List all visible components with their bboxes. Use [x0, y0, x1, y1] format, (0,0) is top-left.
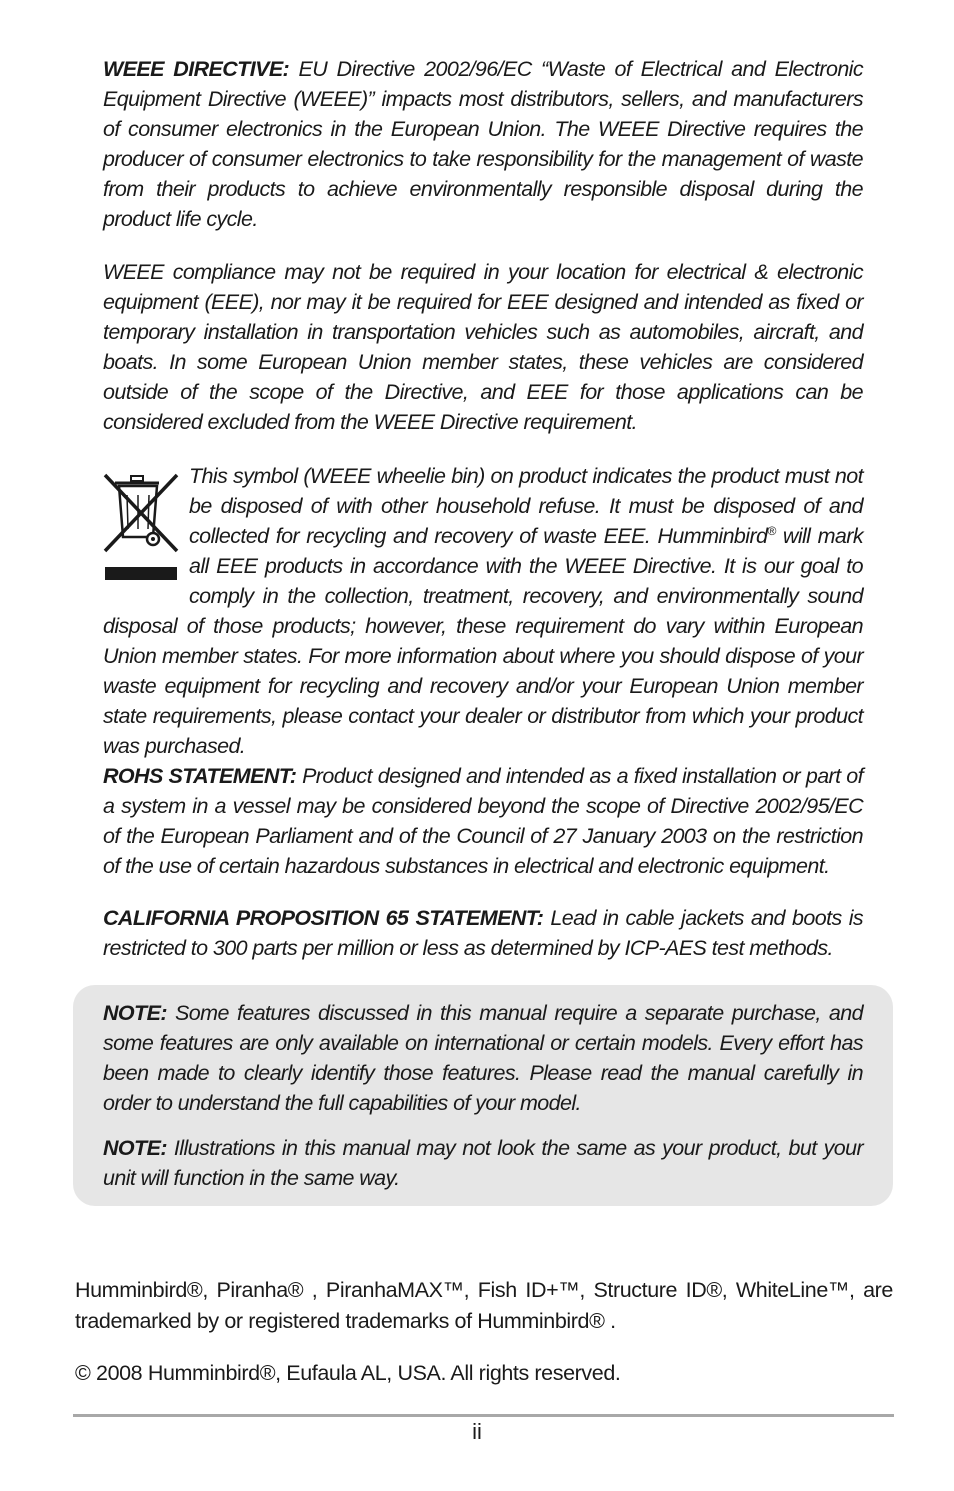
- rohs-statement-text: Product designed and intended as a fixed installation or part of a system in a vessel may be considered beyond the scope of Directive 2002/95/EC of the European Parliament and of the Council of 27 January 2003 on the restriction of the use of certain hazardous substances in electrical and electronic equipment.: [103, 764, 863, 878]
- weee-compliance-paragraph: [103, 257, 863, 437]
- rohs-statement-label: ROHS STATEMENT:: [103, 764, 297, 788]
- weee-directive-text: EU Directive 2002/96/EC “Waste of Electrical and Electronic Equipment Directive (WEEE)” impacts most distributors, sellers, and manufacturers of consumer electronics in the European Union. The WEEE Directive requires the producer of consumer electronics to take responsibility for the management of waste from their products to achieve environmentally responsible disposal during the product life cycle.: [103, 57, 864, 231]
- note-label: NOTE:: [103, 1001, 167, 1025]
- trademarks-statement: Humminbird®, Piranha® , PiranhaMAX™, Fish ID+™, Structure ID®, WhiteLine™, are trademarked by or registered trademarks of Humminbird® .: [75, 1278, 893, 1333]
- weee-symbol-paragraph: [103, 461, 863, 761]
- california-prop65-paragraph: [103, 903, 863, 963]
- weee-compliance-text: WEEE compliance may not be required in your location for electrical & electronic equipment (EEE), nor may it be required for EEE designed and intended as fixed or temporary installation in transportation vehicles such as automobiles, aircraft, and boats. In some European Union member states, these vehicles are considered outside of the scope of the Directive, and EEE for those applications can be considered excluded from the WEEE Directive requirement.: [103, 260, 863, 434]
- weee-wheelie-bin-icon: [101, 463, 181, 583]
- california-prop65-label: CALIFORNIA PROPOSITION 65 STATEMENT:: [103, 906, 544, 930]
- registered-mark: ®: [767, 523, 776, 538]
- note-text: Illustrations in this manual may not look the same as your product, but your unit will function in the same way.: [103, 1136, 863, 1190]
- weee-symbol-text-start: This symbol (WEEE wheelie bin) on product indicates the product must not be disposed of with other household refuse. It must be disposed of and collected for recycling and recovery of waste EEE. Humminbird: [189, 464, 863, 548]
- california-prop65-text: Lead in cable jackets and boots is restricted to 300 parts per million or less as determined by ICP-AES test methods.: [103, 906, 864, 960]
- weee-directive-label: WEEE DIRECTIVE:: [103, 57, 290, 81]
- page-number: ii: [472, 1419, 482, 1444]
- copyright-notice: © 2008 Humminbird®, Eufaula AL, USA. All rights reserved.: [75, 1361, 621, 1385]
- note-label: NOTE:: [103, 1136, 167, 1160]
- footer-divider: [73, 1414, 894, 1417]
- weee-directive-paragraph: [103, 54, 863, 234]
- note-text: Some features discussed in this manual require a separate purchase, and some features are only available on international or certain models. Every effort has been made to clearly identify those features. Please read the manual carefully in order to understand the full capabilities of your model.: [103, 1001, 863, 1115]
- note-illustrations: [103, 1133, 863, 1193]
- rohs-statement-paragraph: [103, 761, 863, 881]
- note-features: [103, 998, 863, 1118]
- weee-symbol-text-end: will mark all EEE products in accordance with the WEEE Directive. It is our goal to comply in the collection, treatment, recovery, and environmentally sound disposal of those products; however, these requirement do vary within European Union member states. For more information about where you should dispose of your waste equipment for recycling and recovery and/or your European Union member state requirements, please contact your dealer or distributor from which your product was purchased.: [103, 524, 863, 758]
